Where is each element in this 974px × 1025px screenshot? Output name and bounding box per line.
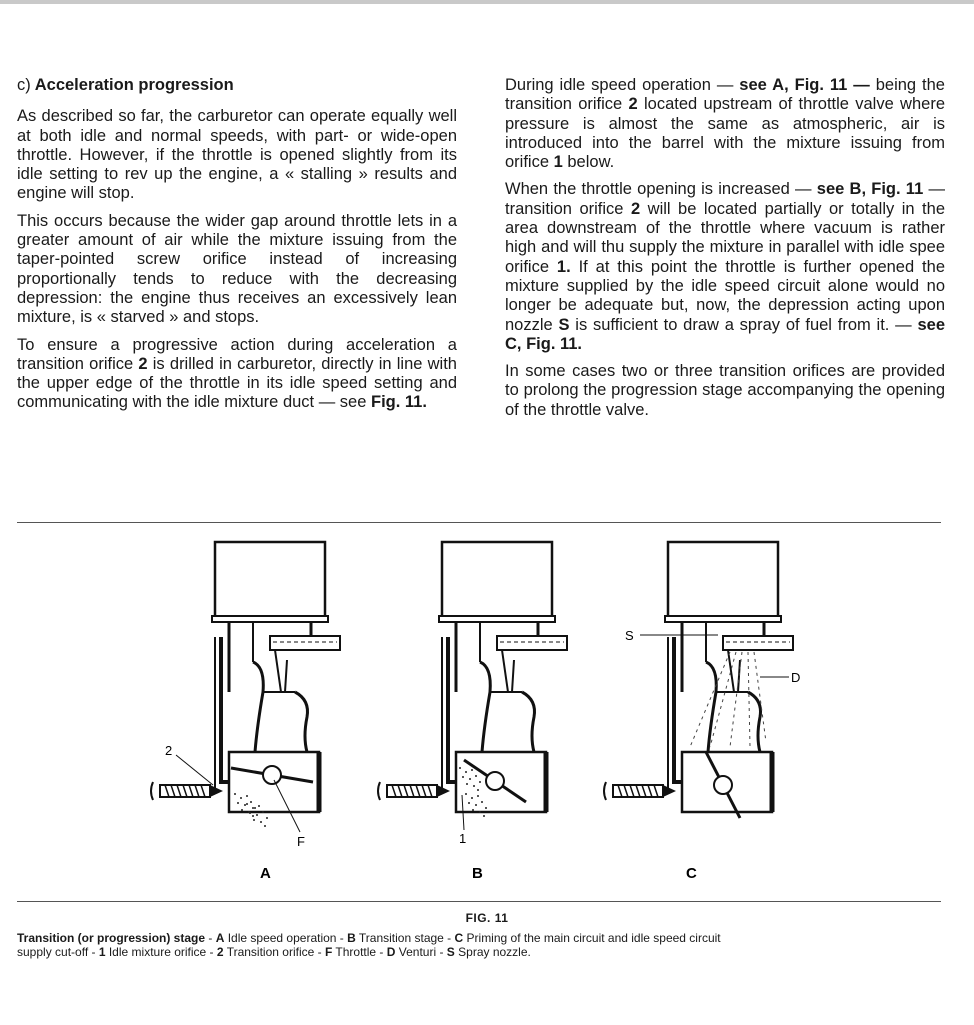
panel-b-diagram bbox=[378, 542, 567, 817]
section-heading bbox=[17, 76, 457, 95]
caption-line-2: supply cut-off - 1 Idle mixture orifice - 2 Transition orifice - F Throttle - D Venturi - S Spray nozzle. bbox=[17, 945, 531, 959]
paragraph-4: During idle speed operation — see A, Fig. 11 — being the transition orifice 2 located upstream of throttle valve where pressure is almost the same as atmospheric, air is introduced into the barrel with the mixture issuing from orifice 1 below. bbox=[505, 76, 945, 172]
figure-caption bbox=[17, 931, 947, 959]
figure-title: FIG. 11 bbox=[465, 911, 509, 925]
paragraph-5: When the throttle opening is increased — see B, Fig. 11 — transition orifice 2 will be located partially or totally in the area downstream of the throttle where vacuum is rather high and will thu supply the mixture in parallel with idle spee orifice 1. If at this point the throttle is further opened the mixture supplied by the idle speed circuit alone would no longer be adequate but, now, the depression acting upon nozzle S is sufficient to draw a spray of fuel from it. — see C, Fig. 11. bbox=[505, 180, 946, 353]
figure-11 bbox=[0, 530, 974, 900]
right-column bbox=[505, 76, 945, 428]
label-2: 2 bbox=[165, 743, 173, 758]
paragraph-6: In some cases two or three transition orifices are provided to prolong the progression stage accompanying the opening of the throttle valve. bbox=[505, 362, 945, 419]
label-F: F bbox=[297, 834, 305, 849]
panel-c-diagram bbox=[604, 542, 793, 818]
section-marker: c) bbox=[17, 76, 31, 94]
label-S: S bbox=[625, 628, 634, 643]
panel-label-a: A bbox=[260, 865, 271, 882]
label-2-line bbox=[176, 755, 213, 785]
section-title: Acceleration progression bbox=[34, 76, 234, 94]
paragraph-2: This occurs because the wider gap around throttle lets in a greater amount of air while the mixture issuing from the taper-pointed screw orifice instead of increasing proportionally tends to reduce with the decreasing depression: the engine thus receives an excessively lean mixture, is « starved » and stops. bbox=[17, 211, 457, 327]
paragraph-1: As described so far, the carburetor can operate equally well at both idle and normal speeds, with part- or wide-open throttle. However, if the throttle is opened slightly from its idle setting to rev up the engine, a « stalling » results and engine will stop. bbox=[17, 107, 457, 203]
top-border bbox=[0, 0, 974, 4]
panel-label-b: B bbox=[472, 865, 483, 882]
paragraph-3: To ensure a progressive action during acceleration a transition orifice 2 is drilled in carburetor, directly in line with the upper edge of the throttle in its idle speed setting and communicating with the idle mixture duct — see Fig. 11. bbox=[17, 335, 457, 412]
divider-top bbox=[17, 522, 941, 523]
label-D: D bbox=[791, 670, 801, 685]
label-1: 1 bbox=[459, 831, 467, 846]
left-column bbox=[17, 76, 457, 421]
panel-label-c: C bbox=[686, 865, 697, 882]
panel-a-diagram bbox=[151, 542, 340, 827]
caption-line-1: Transition (or progression) stage - A Idle speed operation - B Transition stage - C Priming of the main circuit and idle speed circuit bbox=[17, 931, 721, 945]
divider-bottom bbox=[17, 901, 941, 902]
